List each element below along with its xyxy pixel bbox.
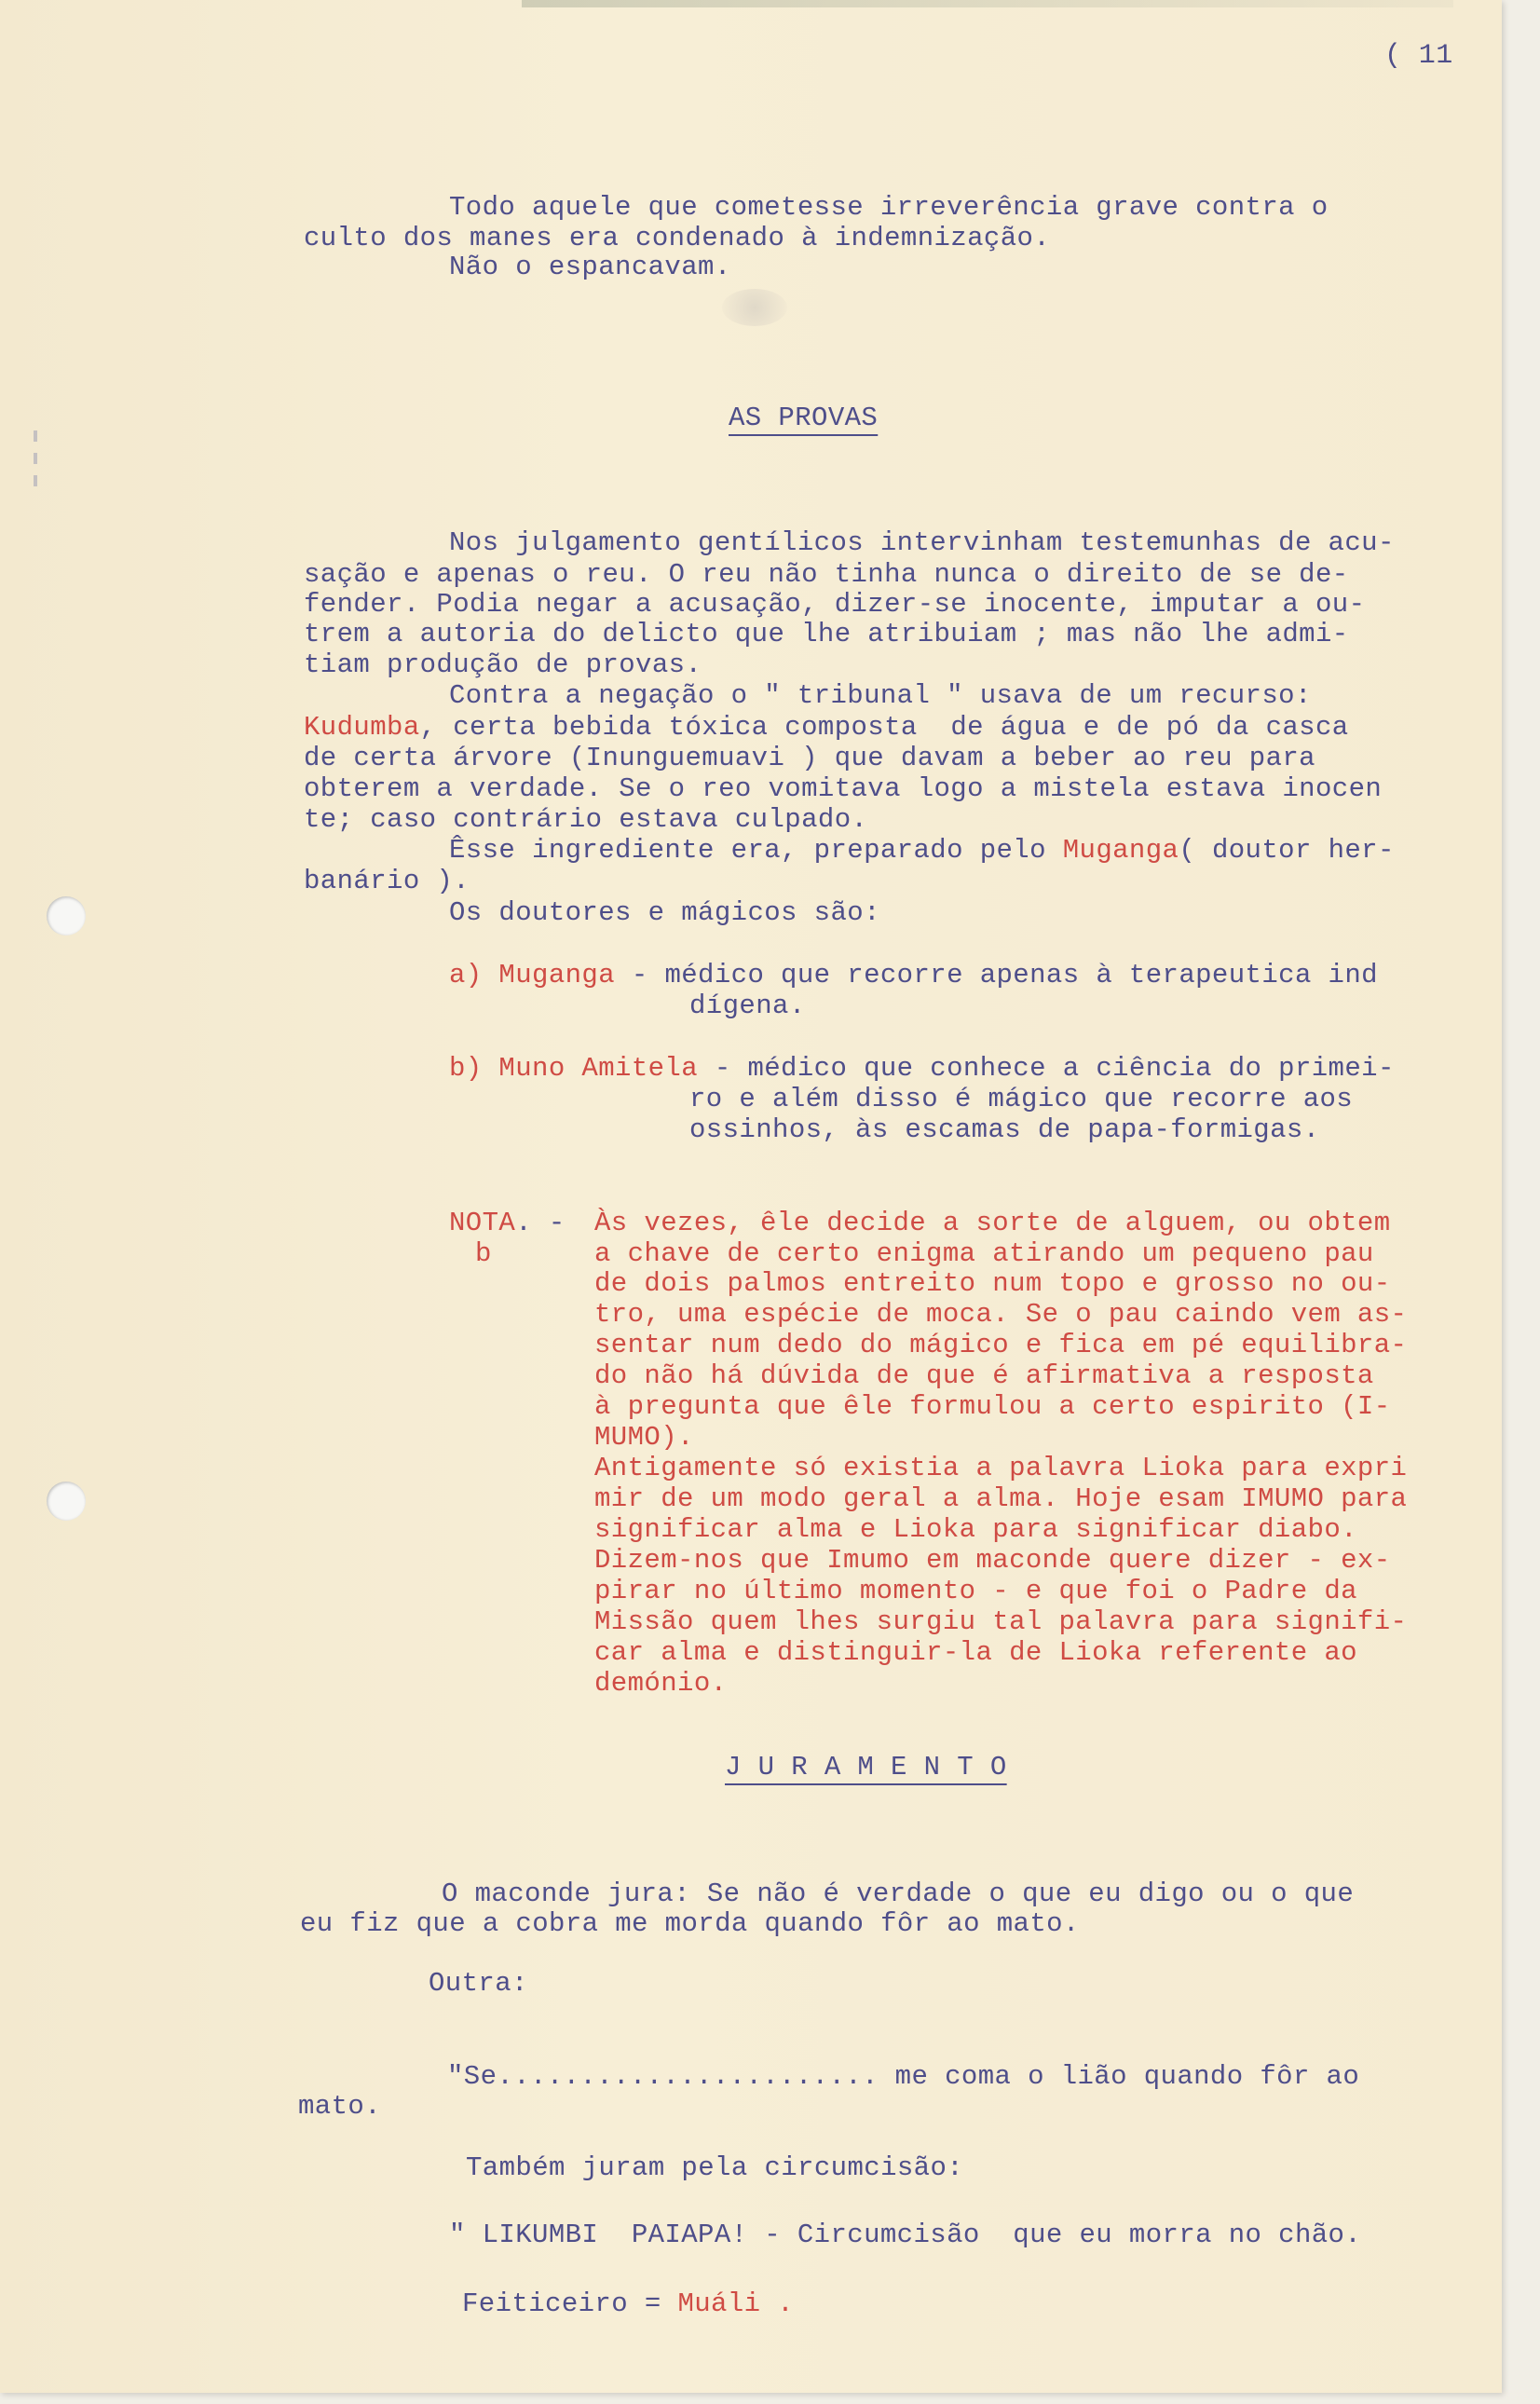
nota-line: significar alma e Lioka para significar diabo. [594,1514,1357,1545]
juramento-mato: mato. [298,2091,382,2122]
provas-line: Contra a negação o " tribunal " usava de um recurso: [449,680,1312,711]
list-item-b: b) Muno Amitela - médico que conhece a ciência do primei- [449,1053,1395,1084]
juramento-tambem: Também juram pela circumcisão: [466,2152,964,2183]
juramento-likumbi: " LIKUMBI PAIAPA! - Circumcisão que eu morra no chão. [449,2220,1362,2250]
nota-line: car alma e distinguir-la de Lioka referente ao [594,1637,1357,1668]
list-item-a-cont: dígena. [689,990,806,1021]
heading-juramento: J U R A M E N T O [725,1752,1007,1783]
juramento-se-line: "Se....................... me coma o lião quando fôr ao [447,2061,1360,2092]
term-muali: Muáli . [677,2288,795,2319]
juramento-line: O maconde jura: Se não é verdade o que eu digo ou o que [442,1878,1355,1909]
juramento-line: eu fiz que a cobra me morda quando fôr ao mato. [300,1908,1080,1939]
nota-line: Dizem-nos que Imumo em maconde quere dizer - ex- [594,1545,1391,1576]
margin-mark [34,453,37,464]
kudumba-line: Kudumba, certa bebida tóxica composta de água e de pó da casca [304,712,1349,743]
intro-line: Todo aquele que cometesse irreverência grave contra o [449,192,1329,223]
nota-line: pirar no último momento - e que foi o Padre da [594,1576,1357,1606]
intro-line: Não o espancavam. [449,252,731,282]
nota-line: a chave de certo enigma atirando um pequeno pau [594,1238,1374,1269]
ink-stain [722,289,787,326]
list-item-a: a) Muganga - médico que recorre apenas à terapeutica ind [449,960,1378,990]
kudumba-line: de certa árvore (Inunguemuavi ) que davam a beber ao reu para [304,743,1315,773]
nota-line: MUMO). [594,1422,694,1453]
list-item-b-cont: ossinhos, às escamas de papa-formigas. [689,1114,1320,1145]
page-number: ( 11 [1384,40,1453,72]
kudumba-line: te; caso contrário estava culpado. [304,804,868,835]
provas-line: fender. Podia negar a acusação, dizer-se inocente, imputar a ou- [304,589,1366,620]
juramento-outra: Outra: [429,1968,528,1999]
nota-line: mir de um modo geral a alma. Hoje esam IMUMO para [594,1483,1408,1514]
page-edge-stain [522,0,1453,7]
term-kudumba: Kudumba [304,712,420,743]
provas-line: Nos julgamento gentílicos intervinham testemunhas de acu- [449,527,1395,558]
list-item-b-cont: ro e além disso é mágico que recorre aos [689,1084,1354,1114]
nota-line: tro, uma espécie de moca. Se o pau caindo vem as- [594,1299,1408,1330]
nota-label: NOTA. - [449,1208,566,1238]
heading-as-provas: AS PROVAS [729,403,879,433]
nota-line: Antigamente só existia a palavra Lioka para expri [594,1453,1408,1483]
intro-line: culto dos manes era condenado à indemnização. [304,223,1051,253]
nota-line: sentar num dedo do mágico e fica em pé equilibra- [594,1330,1408,1360]
nota-sub: b [475,1238,492,1269]
nota-line: de dois palmos entreito num topo e grosso no ou- [594,1268,1391,1299]
provas-line: trem a autoria do delicto que lhe atribuiam ; mas não lhe admi- [304,619,1349,649]
esse-line: banário ). [304,866,470,896]
margin-mark [34,475,37,486]
term-muganga: Muganga [1062,835,1179,866]
provas-line: sação e apenas o reu. O reu não tinha nunca o direito de se de- [304,559,1349,590]
punch-hole-bottom [47,1482,86,1521]
nota-line: do não há dúvida de que é afirmativa a resposta [594,1360,1374,1391]
provas-line: tiam produção de provas. [304,649,702,680]
esse-line: Êsse ingrediente era, preparado pelo Muganga( doutor her- [449,835,1395,866]
nota-line: Missão quem lhes surgiu tal palavra para signifi- [594,1606,1408,1637]
nota-line: à pregunta que êle formulou a certo espirito (I- [594,1391,1391,1422]
kudumba-line: obterem a verdade. Se o reo vomitava logo a mistela estava inocen [304,773,1383,804]
nota-line: Às vezes, êle decide a sorte de alguem, ou obtem [594,1208,1391,1238]
margin-mark [34,430,37,442]
nota-line: demónio. [594,1668,728,1699]
punch-hole-top [47,896,86,936]
juramento-feiticeiro: Feiticeiro = Muáli . [462,2288,795,2319]
doutores-intro: Os doutores e mágicos são: [449,897,880,928]
